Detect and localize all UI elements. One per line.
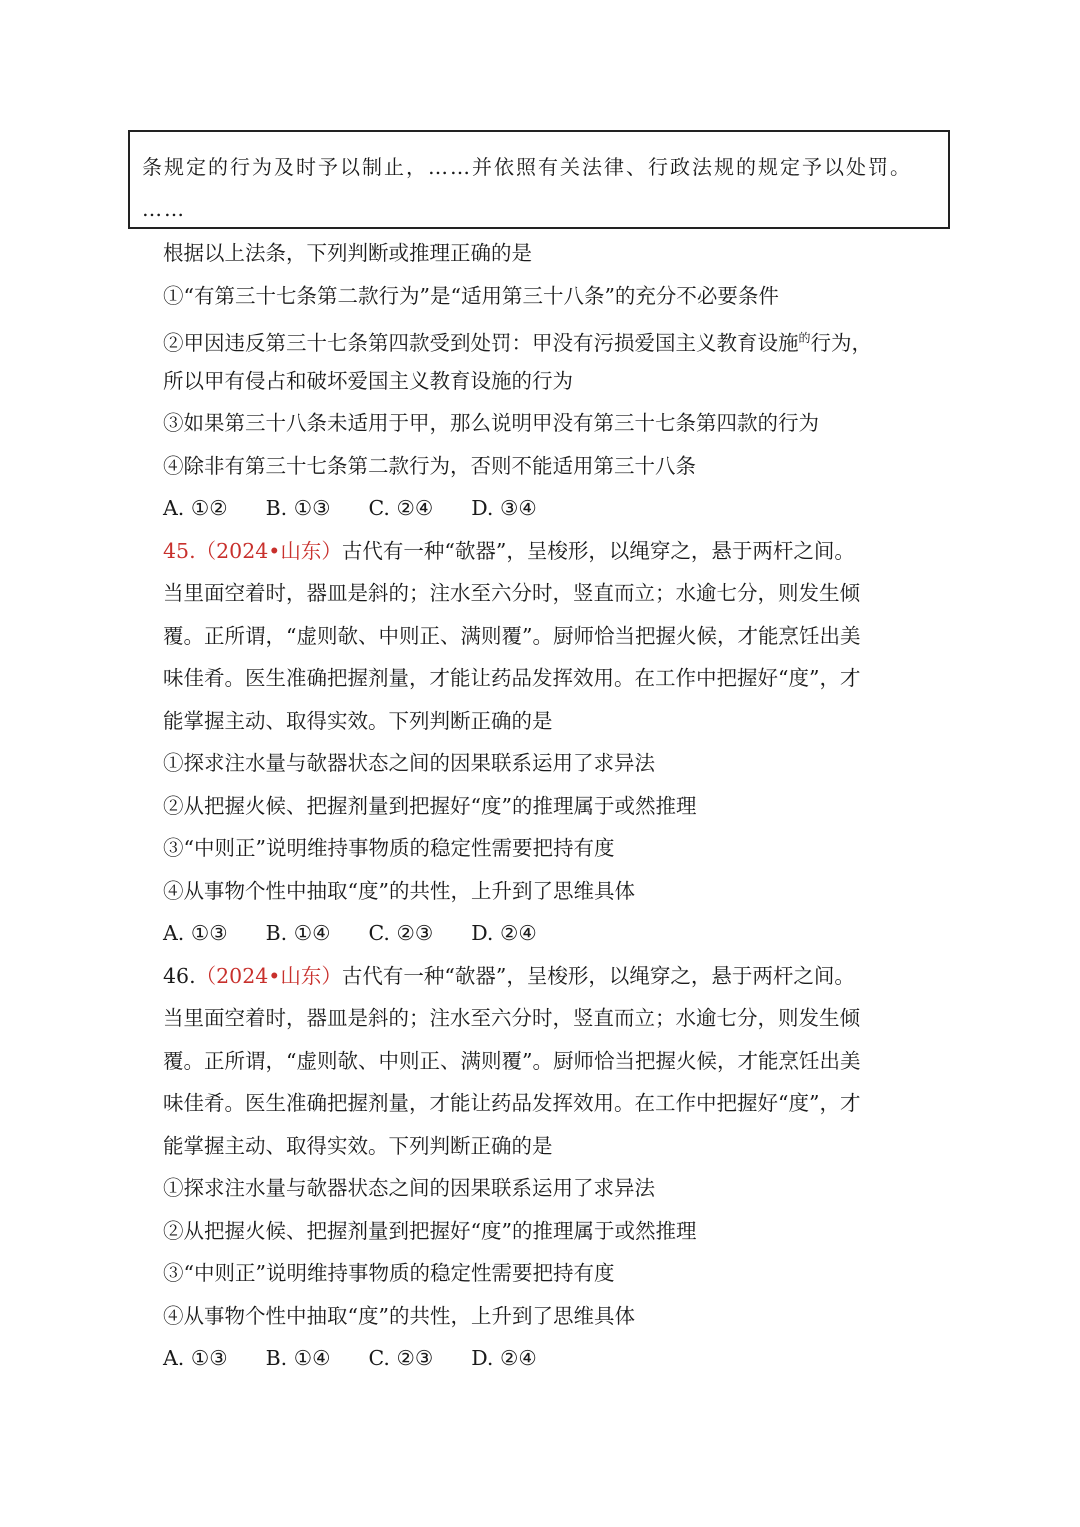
q44-option-c[interactable]: C. ②④ — [368, 496, 434, 520]
q46-text-1: 古代有一种“欹器”，呈梭形，以绳穿之，悬于两杆之间。 — [341, 963, 855, 988]
q46-statement-1: ①探求注水量与欹器状态之间的因果联系运用了求异法 — [163, 1176, 655, 1200]
q45-statement-1: ①探求注水量与欹器状态之间的因果联系运用了求异法 — [163, 751, 655, 775]
q44-statement-2-sup: 的 — [798, 331, 811, 345]
q45-option-b[interactable]: B. ①④ — [265, 921, 331, 945]
q45-statement-2: ②从把握火候、把握剂量到把握好“度”的推理属于或然推理 — [163, 793, 697, 818]
q45-statement-4: ④从事物个性中抽取“度”的共性，上升到了思维具体 — [163, 878, 635, 903]
q46-statement-3: ③“中则正”说明维持事物质的稳定性需要把持有度 — [163, 1261, 615, 1285]
q46-option-a[interactable]: A. ①③ — [163, 1346, 228, 1370]
q46-statement-4: ④从事物个性中抽取“度”的共性，上升到了思维具体 — [163, 1303, 635, 1328]
q44-statement-2-cont: 所以甲有侵占和破坏爱国主义教育设施的行为 — [163, 368, 573, 393]
q45-statement-3: ③“中则正”说明维持事物质的稳定性需要把持有度 — [163, 836, 615, 860]
q46-options — [163, 1337, 963, 1380]
q46-statement-2: ②从把握火候、把握剂量到把握好“度”的推理属于或然推理 — [163, 1218, 697, 1243]
q45-line-3: 覆。正所谓，“虚则欹、中则正、满则覆”。厨师恰当把握火候，才能烹饪出美 — [163, 623, 861, 648]
q44-statement-1: ①“有第三十七条第二款行为”是“适用第三十八条”的充分不必要条件 — [163, 283, 779, 308]
q44-option-b[interactable]: B. ①③ — [265, 496, 331, 520]
box-line-1: 条规定的行为及时予以制止，……并依照有关法律、行政法规的规定予以处罚。 — [142, 155, 912, 179]
q44-stem: 根据以上法条，下列判断或推理正确的是 — [163, 241, 532, 265]
q45-line-4: 味佳肴。医生准确把握剂量，才能让药品发挥效用。在工作中把握好“度”，才 — [163, 666, 861, 690]
q44-options — [163, 487, 963, 530]
q44-statement-2-text: ②甲因违反第三十七条第四款受到处罚：甲没有污损爱国主义教育设施 — [163, 331, 799, 355]
q44-statement-3: ③如果第三十八条未适用于甲，那么说明甲没有第三十七条第四款的行为 — [163, 411, 819, 435]
q44-statement-4: ④除非有第三十七条第二款行为，否则不能适用第三十八条 — [163, 453, 696, 478]
q45-options — [163, 912, 963, 955]
q46-line-3: 覆。正所谓，“虚则欹、中则正、满则覆”。厨师恰当把握火候，才能烹饪出美 — [163, 1048, 861, 1073]
q45-source: （2024•山东） — [195, 538, 342, 563]
q46-line-2: 当里面空着时，器皿是斜的；注水至六分时，竖直而立；水逾七分，则发生倾 — [163, 1006, 860, 1030]
q46-number: 46. — [163, 963, 196, 988]
quoted-law-box — [128, 130, 950, 229]
q44-statement-2-end: 行为， — [810, 331, 873, 355]
q44-option-d[interactable]: D. ③④ — [471, 496, 537, 520]
q46-source: （2024•山东） — [195, 963, 342, 988]
q45-number: 45. — [163, 538, 196, 563]
q45-option-d[interactable]: D. ②④ — [471, 921, 537, 945]
box-line-2: …… — [142, 197, 186, 221]
q45-option-c[interactable]: C. ②③ — [368, 921, 434, 945]
q45-line-2: 当里面空着时，器皿是斜的；注水至六分时，竖直而立；水逾七分，则发生倾 — [163, 581, 860, 605]
q46-option-c[interactable]: C. ②③ — [368, 1346, 434, 1370]
q46-option-b[interactable]: B. ①④ — [265, 1346, 331, 1370]
question-content — [163, 232, 963, 1380]
q46-line-4: 味佳肴。医生准确把握剂量，才能让药品发挥效用。在工作中把握好“度”，才 — [163, 1091, 861, 1115]
q45-line-1 — [163, 530, 963, 573]
q46-option-d[interactable]: D. ②④ — [471, 1346, 537, 1370]
q46-line-1 — [163, 955, 963, 998]
q45-option-a[interactable]: A. ①③ — [163, 921, 228, 945]
q44-statement-2 — [163, 317, 963, 360]
q45-text-1: 古代有一种“欹器”，呈梭形，以绳穿之，悬于两杆之间。 — [341, 538, 855, 563]
q46-line-5: 能掌握主动、取得实效。下列判断正确的是 — [163, 1133, 553, 1158]
q45-line-5: 能掌握主动、取得实效。下列判断正确的是 — [163, 708, 553, 733]
q44-option-a[interactable]: A. ①② — [163, 496, 228, 520]
